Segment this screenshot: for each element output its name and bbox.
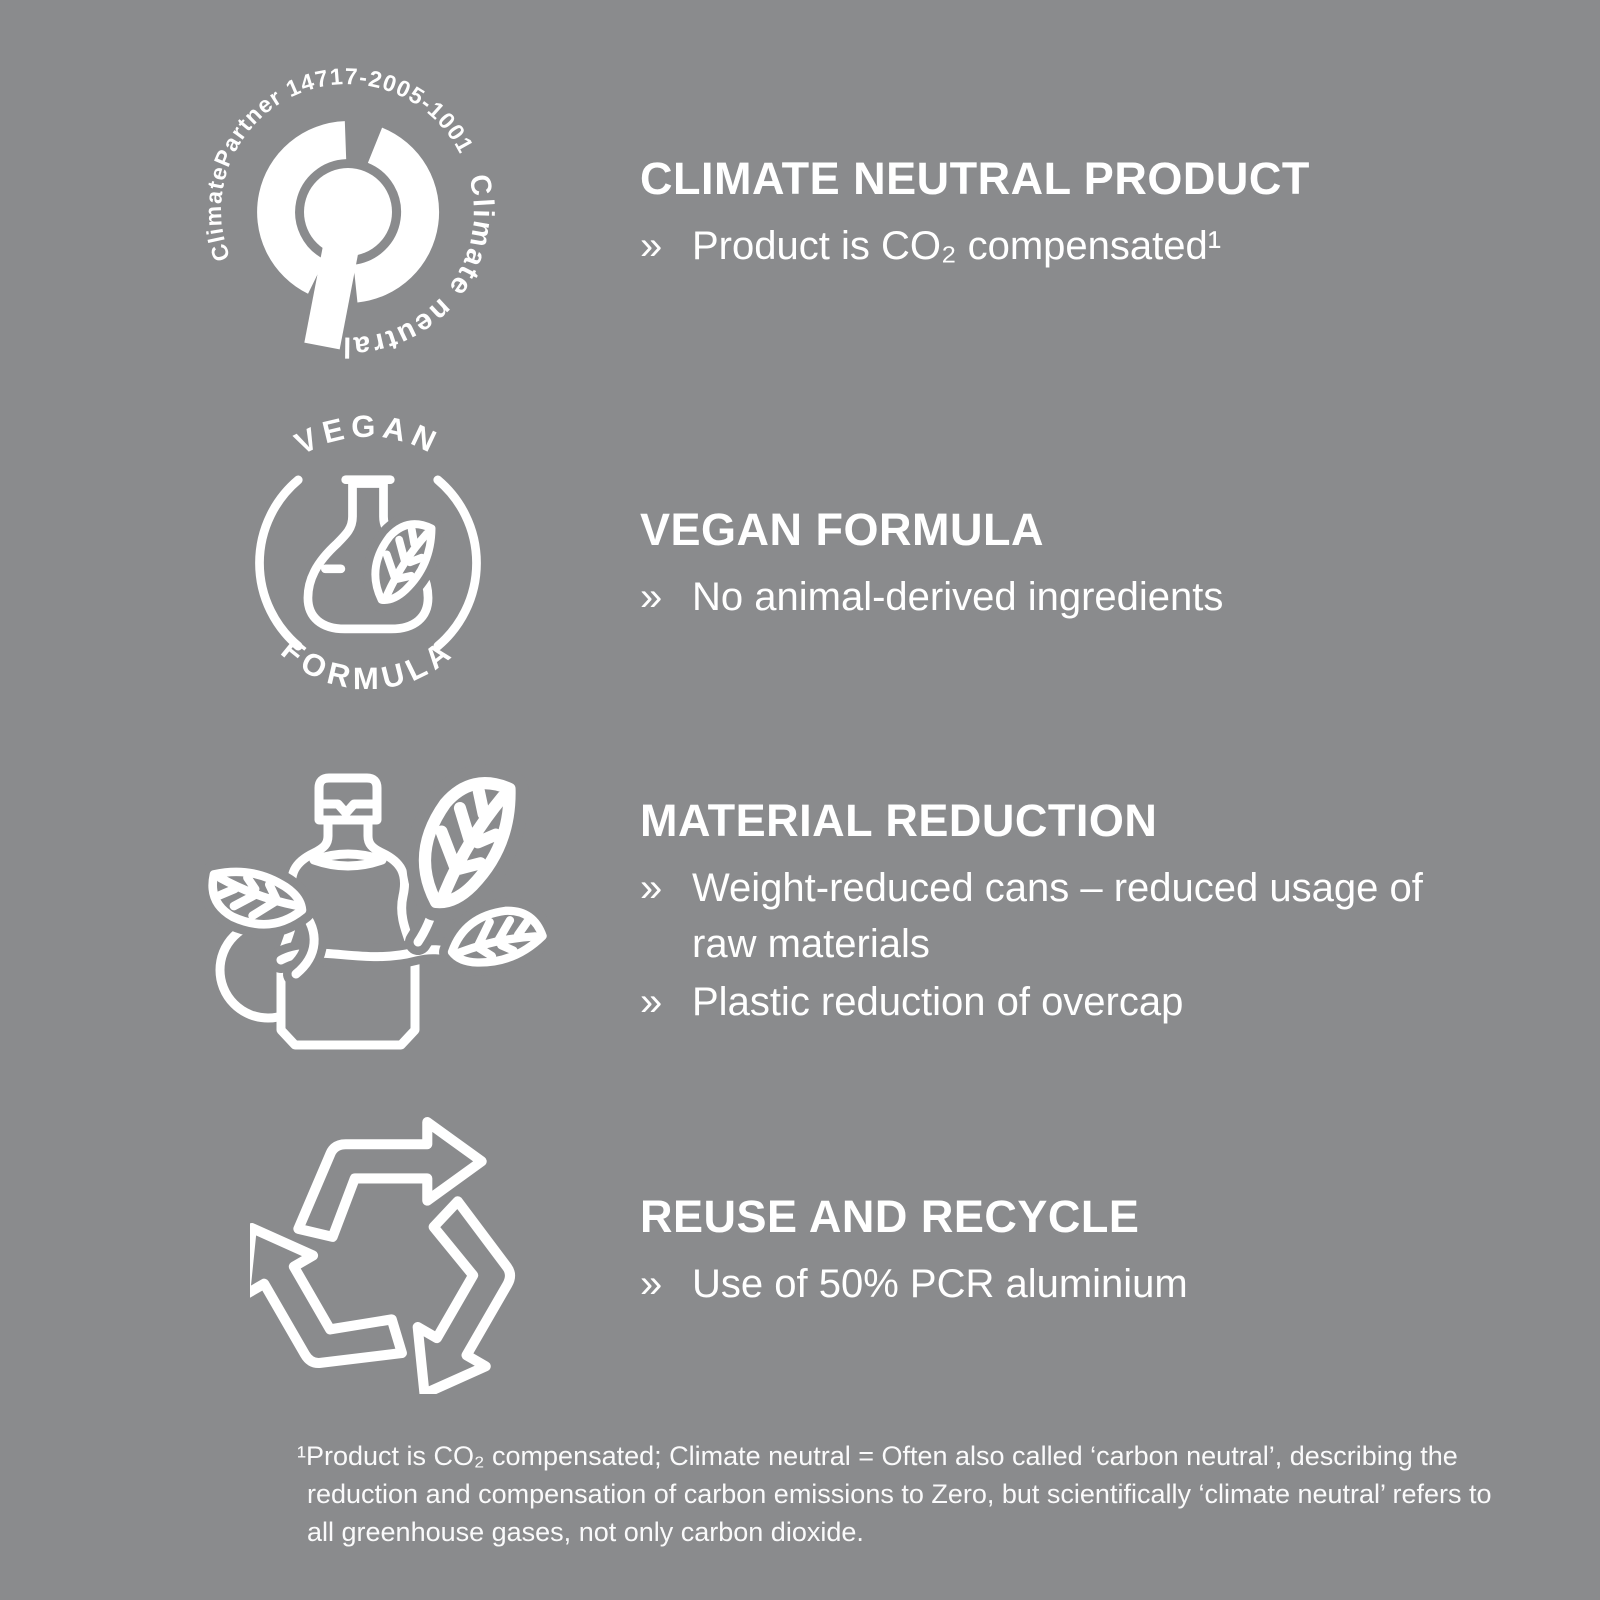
bullet-item (640, 860, 1470, 972)
vegan-circle-arc-right (438, 480, 477, 646)
section-reuse-and-recycle (640, 1190, 1470, 1312)
recycle-arrow (250, 1190, 409, 1394)
bullet-list (640, 1256, 1470, 1312)
bottle-svg (198, 760, 548, 1060)
section-climate-neutral-product (640, 152, 1470, 274)
bullet-text: Use of 50% PCR aluminium (692, 1262, 1188, 1306)
bullet-text: Weight-reduced cans – reduced usage of raw materials (692, 866, 1423, 966)
section-heading: CLIMATE NEUTRAL PRODUCT (640, 153, 1310, 204)
recycle-arrow (359, 1197, 522, 1394)
bullet-marker: » (640, 224, 663, 268)
footnote: ¹Product is CO₂ compensated; Climate neutral = Often also called ‘carbon neutral’, describing the reduction and compensation of carbon emissions to Zero, but scientifically ‘climate neutral’ refers to all greenhouse gases, not only carbon dioxide. (297, 1441, 1492, 1547)
cp-tail (322, 238, 343, 346)
recycle-arrow (298, 1122, 481, 1237)
vegan-arc-text-bottom: FORMULA (274, 631, 462, 697)
vegan-circle-arc-left (259, 480, 298, 646)
bullet-marker: » (640, 980, 663, 1024)
bullet-list (640, 218, 1470, 274)
bullet-item (640, 1256, 1470, 1312)
bullet-list (640, 860, 1470, 1030)
bottle-leaves-icon (198, 760, 548, 1060)
bottle-cap (319, 778, 377, 820)
bullet-list (640, 569, 1470, 625)
climate-partner-logo-svg (198, 62, 498, 362)
section-heading: MATERIAL REDUCTION (640, 795, 1158, 846)
recycle-svg (250, 1112, 522, 1394)
section-heading: VEGAN FORMULA (640, 504, 1044, 555)
bullet-item (640, 218, 1470, 274)
vegan-badge-svg (213, 408, 523, 718)
leaf-icon (397, 764, 530, 916)
recycle-icon (250, 1112, 522, 1394)
bullet-marker: » (640, 866, 663, 910)
bullet-text: Plastic reduction of overcap (692, 980, 1184, 1024)
section-material-reduction (640, 794, 1470, 1030)
bullet-text: No animal-derived ingredients (692, 575, 1224, 619)
bullet-marker: » (640, 575, 663, 619)
bullet-marker: » (640, 1262, 663, 1306)
climate-partner-badge-icon (198, 62, 498, 362)
bullet-text: Product is CO₂ compensated¹ (692, 224, 1222, 268)
vegan-arc-text-top: VEGAN (289, 408, 447, 462)
bullet-item (640, 974, 1470, 1030)
cp-arc-text-right: Climate neutral (340, 171, 498, 362)
bullet-item (640, 569, 1470, 625)
section-heading: REUSE AND RECYCLE (640, 1191, 1140, 1242)
cp-arc-text-left: ClimatePartner 14717-2005-1001 (199, 63, 480, 265)
vegan-formula-badge-icon (213, 408, 523, 718)
section-vegan-formula (640, 503, 1470, 625)
